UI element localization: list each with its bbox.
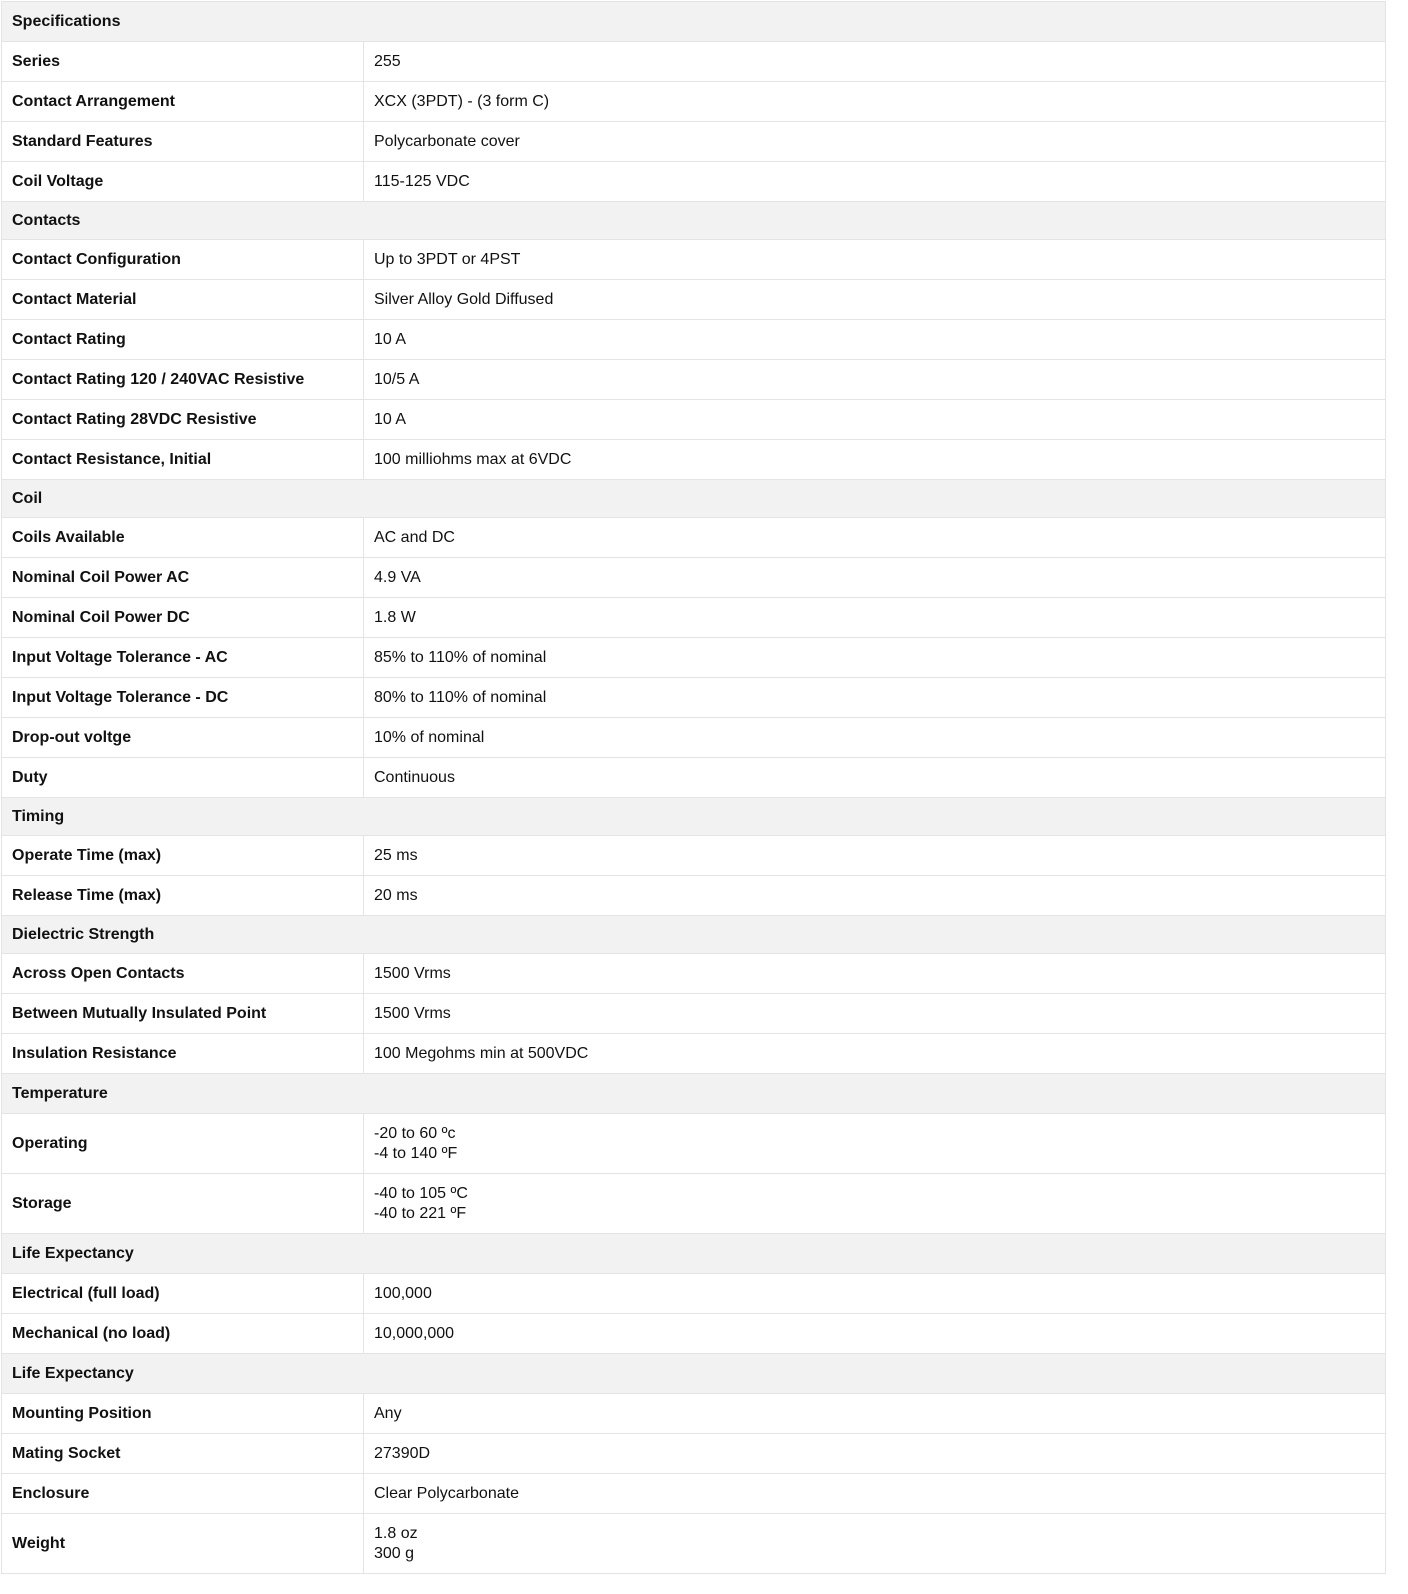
spec-label: Operating bbox=[2, 1114, 364, 1174]
spec-value-line: 1.8 W bbox=[374, 608, 416, 626]
spec-label: Mounting Position bbox=[2, 1394, 364, 1434]
spec-value bbox=[364, 1514, 1386, 1574]
spec-row bbox=[2, 440, 1386, 480]
section-header-row bbox=[2, 1354, 1386, 1394]
spec-row bbox=[2, 360, 1386, 400]
section-title: Temperature bbox=[2, 1074, 1386, 1114]
spec-label: Mating Socket bbox=[2, 1434, 364, 1474]
spec-value-line: AC and DC bbox=[374, 528, 455, 546]
spec-row bbox=[2, 598, 1386, 638]
spec-value-line: 25 ms bbox=[374, 846, 418, 864]
spec-value-line: -40 to 221 ºF bbox=[374, 1204, 467, 1222]
spec-value bbox=[364, 162, 1386, 202]
spec-row bbox=[2, 954, 1386, 994]
spec-label: Contact Arrangement bbox=[2, 82, 364, 122]
spec-value-line: Polycarbonate cover bbox=[374, 132, 520, 150]
spec-value-line: Continuous bbox=[374, 768, 455, 786]
section-title: Life Expectancy bbox=[2, 1234, 1386, 1274]
spec-value-line: 1500 Vrms bbox=[374, 964, 451, 982]
spec-label: Contact Rating 120 / 240VAC Resistive bbox=[2, 360, 364, 400]
spec-value-line: 10,000,000 bbox=[374, 1324, 455, 1342]
spec-row bbox=[2, 718, 1386, 758]
spec-value bbox=[364, 122, 1386, 162]
spec-row bbox=[2, 320, 1386, 360]
spec-value bbox=[364, 440, 1386, 480]
spec-label: Contact Rating bbox=[2, 320, 364, 360]
spec-label: Contact Material bbox=[2, 280, 364, 320]
section-title: Timing bbox=[2, 798, 1386, 836]
spec-value bbox=[364, 280, 1386, 320]
spec-row bbox=[2, 280, 1386, 320]
spec-value-line: 80% to 110% of nominal bbox=[374, 688, 547, 706]
spec-value bbox=[364, 1174, 1386, 1234]
spec-row bbox=[2, 1174, 1386, 1234]
spec-label: Nominal Coil Power AC bbox=[2, 558, 364, 598]
spec-label: Coil Voltage bbox=[2, 162, 364, 202]
spec-row bbox=[2, 1034, 1386, 1074]
spec-value-line: Any bbox=[374, 1404, 402, 1422]
spec-value-line: 10 A bbox=[374, 410, 407, 428]
spec-value-line: 100 milliohms max at 6VDC bbox=[374, 450, 572, 468]
section-header-row bbox=[2, 916, 1386, 954]
spec-row bbox=[2, 1114, 1386, 1174]
section-header-row bbox=[2, 798, 1386, 836]
spec-value bbox=[364, 518, 1386, 558]
spec-value-line: 10% of nominal bbox=[374, 728, 485, 746]
spec-label: Duty bbox=[2, 758, 364, 798]
spec-value bbox=[364, 1434, 1386, 1474]
spec-value bbox=[364, 638, 1386, 678]
spec-row bbox=[2, 836, 1386, 876]
spec-value bbox=[364, 994, 1386, 1034]
spec-value bbox=[364, 558, 1386, 598]
spec-label: Input Voltage Tolerance - DC bbox=[2, 678, 364, 718]
spec-label: Across Open Contacts bbox=[2, 954, 364, 994]
spec-value-line: -40 to 105 ºC bbox=[374, 1184, 468, 1202]
spec-value bbox=[364, 1314, 1386, 1354]
spec-value-line: 1500 Vrms bbox=[374, 1004, 451, 1022]
spec-value bbox=[364, 678, 1386, 718]
section-title: Coil bbox=[2, 480, 1386, 518]
spec-value-line: 100 Megohms min at 500VDC bbox=[374, 1044, 589, 1062]
spec-value-line: 255 bbox=[374, 52, 401, 70]
spec-label: Electrical (full load) bbox=[2, 1274, 364, 1314]
spec-value bbox=[364, 1034, 1386, 1074]
section-title: Life Expectancy bbox=[2, 1354, 1386, 1394]
spec-value-line: Silver Alloy Gold Diffused bbox=[374, 290, 554, 308]
spec-value bbox=[364, 360, 1386, 400]
section-title: Dielectric Strength bbox=[2, 916, 1386, 954]
spec-value-line: 27390D bbox=[374, 1444, 431, 1462]
spec-label: Operate Time (max) bbox=[2, 836, 364, 876]
spec-label: Contact Resistance, Initial bbox=[2, 440, 364, 480]
spec-label: Insulation Resistance bbox=[2, 1034, 364, 1074]
spec-label: Release Time (max) bbox=[2, 876, 364, 916]
spec-label: Mechanical (no load) bbox=[2, 1314, 364, 1354]
section-header-row bbox=[2, 480, 1386, 518]
spec-row bbox=[2, 400, 1386, 440]
spec-value bbox=[364, 1474, 1386, 1514]
section-header-row bbox=[2, 1074, 1386, 1114]
spec-value-line: Up to 3PDT or 4PST bbox=[374, 250, 521, 268]
spec-value-line: XCX (3PDT) - (3 form C) bbox=[374, 92, 550, 110]
spec-label: Standard Features bbox=[2, 122, 364, 162]
spec-value-line: -20 to 60 ºc bbox=[374, 1124, 456, 1142]
spec-row bbox=[2, 82, 1386, 122]
spec-value-line: 20 ms bbox=[374, 886, 418, 904]
spec-value bbox=[364, 240, 1386, 280]
spec-value-line: 300 g bbox=[374, 1544, 415, 1562]
spec-value bbox=[364, 836, 1386, 876]
section-title: Specifications bbox=[2, 2, 1386, 42]
specifications-table bbox=[1, 1, 1386, 1574]
spec-value bbox=[364, 400, 1386, 440]
spec-label: Contact Rating 28VDC Resistive bbox=[2, 400, 364, 440]
spec-row bbox=[2, 678, 1386, 718]
spec-row bbox=[2, 518, 1386, 558]
spec-label: Storage bbox=[2, 1174, 364, 1234]
spec-row bbox=[2, 758, 1386, 798]
spec-row bbox=[2, 1474, 1386, 1514]
spec-value-line: -4 to 140 ºF bbox=[374, 1144, 458, 1162]
section-title: Contacts bbox=[2, 202, 1386, 240]
specifications-table-body bbox=[2, 2, 1386, 1574]
spec-label: Between Mutually Insulated Point bbox=[2, 994, 364, 1034]
spec-label: Nominal Coil Power DC bbox=[2, 598, 364, 638]
spec-value-line: 10/5 A bbox=[374, 370, 420, 388]
spec-value bbox=[364, 42, 1386, 82]
spec-row bbox=[2, 122, 1386, 162]
spec-row bbox=[2, 240, 1386, 280]
spec-value-line: 85% to 110% of nominal bbox=[374, 648, 547, 666]
spec-value bbox=[364, 1394, 1386, 1434]
spec-row bbox=[2, 162, 1386, 202]
spec-label: Enclosure bbox=[2, 1474, 364, 1514]
spec-value bbox=[364, 954, 1386, 994]
spec-value-line: 100,000 bbox=[374, 1284, 432, 1302]
spec-label: Coils Available bbox=[2, 518, 364, 558]
spec-value-line: 10 A bbox=[374, 330, 407, 348]
spec-row bbox=[2, 1514, 1386, 1574]
spec-row bbox=[2, 1314, 1386, 1354]
spec-row bbox=[2, 42, 1386, 82]
spec-label: Weight bbox=[2, 1514, 364, 1574]
spec-value bbox=[364, 320, 1386, 360]
spec-row bbox=[2, 558, 1386, 598]
spec-label: Contact Configuration bbox=[2, 240, 364, 280]
spec-label: Input Voltage Tolerance - AC bbox=[2, 638, 364, 678]
spec-value bbox=[364, 1114, 1386, 1174]
spec-row bbox=[2, 876, 1386, 916]
spec-value bbox=[364, 876, 1386, 916]
spec-value-line: 1.8 oz bbox=[374, 1524, 418, 1542]
spec-row bbox=[2, 1274, 1386, 1314]
spec-row bbox=[2, 638, 1386, 678]
spec-value bbox=[364, 598, 1386, 638]
section-header-row bbox=[2, 1234, 1386, 1274]
section-header-row bbox=[2, 202, 1386, 240]
spec-value-line: 115-125 VDC bbox=[374, 172, 470, 190]
spec-row bbox=[2, 994, 1386, 1034]
spec-row bbox=[2, 1394, 1386, 1434]
spec-value bbox=[364, 1274, 1386, 1314]
spec-value-line: Clear Polycarbonate bbox=[374, 1484, 519, 1502]
spec-value bbox=[364, 82, 1386, 122]
spec-row bbox=[2, 1434, 1386, 1474]
spec-label: Drop-out voltge bbox=[2, 718, 364, 758]
spec-value-line: 4.9 VA bbox=[374, 568, 421, 586]
spec-value bbox=[364, 758, 1386, 798]
spec-label: Series bbox=[2, 42, 364, 82]
spec-value bbox=[364, 718, 1386, 758]
section-header-row bbox=[2, 2, 1386, 42]
